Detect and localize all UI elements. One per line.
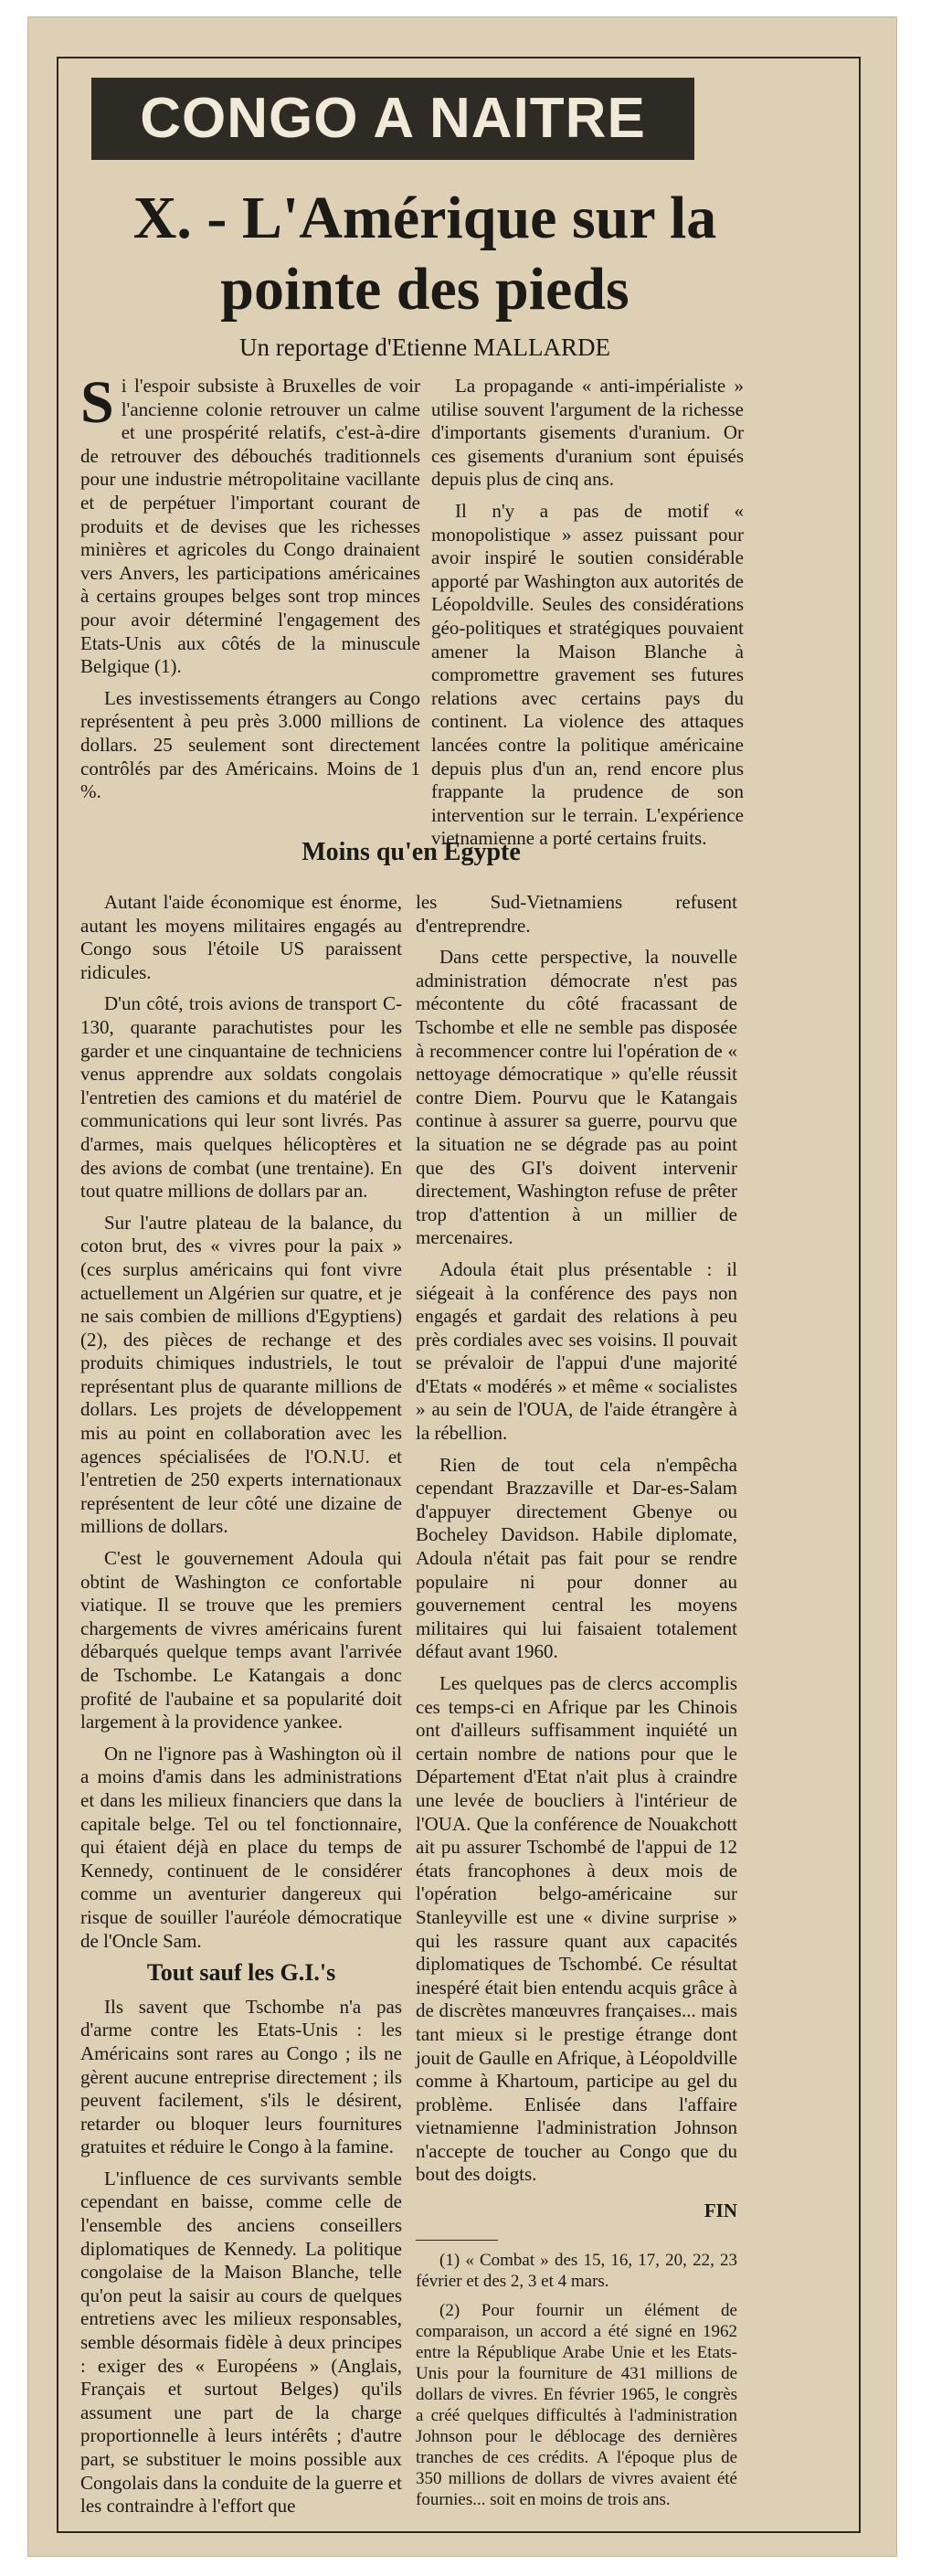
footnote-1: (1) « Combat » des 15, 16, 17, 20, 22, 23 février et des 2, 3 et 4 mars. (416, 2250, 737, 2291)
main-left-column (80, 891, 402, 2527)
paragraph: C'est le gouvernement Adoula qui obtint de Washington ce confortable viatique. Il se trouve que les premiers chargements de vivres américains furent débarqués quelque temps avant l'arrivée de Tschombe. Le Katangais a donc profité de l'aubaine et sa popularité doit largement à la providence yankee. (80, 1547, 402, 1733)
article-title: X. - L'Amérique sur la pointe des pieds (132, 185, 717, 323)
paragraph: Adoula était plus présentable : il siégeait à la conférence des pays non engagés et gardait des relations à peu près cordiales avec ses voisins. Il pouvait se prévaloir de l'appui d'une majorité d'Etats « modérés » et même « socialistes » au sein de l'OUA, de l'aide étrangère à la rébellion. (416, 1257, 737, 1445)
intro-right-column (431, 375, 744, 859)
paragraph: Les quelques pas de clercs accomplis ces temps-ci en Afrique par les Chinois ont d'ailleurs suffisamment inquiété un certain nombre de nations pour que le Département d'Etat n'ait plus à craindre une levée de boucliers à l'intérieur de l'OUA. Que la conférence de Nouakchott ait pu assurer Tschombé de l'appui de 12 états francophones à deux mois de l'opération belgo-américaine sur Stanleyville est une « divine surprise » qui les rassure quant aux capacités diplomatiques de Tschombé. Ce résultat inespéré était bien entendu acquis grâce à de discrètes manœuvres françaises... mais tant mieux si le prestige étrange dont jouit de Gaulle en Afrique, à Léopoldville comme à Khartoum, participe au gel du problème. Enlisée dans l'affaire vietnamienne l'administration Johnson n'accepte de toucher au Congo que du bout des doigts. (416, 1672, 737, 2186)
paragraph: Dans cette perspective, la nouvelle administration démocrate n'est pas mécontente du côté fracassant de Tschombe et elle ne semble pas disposée à recommencer contre lui l'opération de « nettoyage démocratique » qu'elle réussit contre Diem. Pourvu que le Katangais continue à assurer sa guerre, pourvu que la situation ne se dégrade pas au point que des GI's doivent intervenir directement, Washington refuse de prêter trop d'attention à un millier de mercenaires. (416, 946, 737, 1249)
footnote-2: (2) Pour fournir un élément de comparaison, un accord a été signé en 1962 entre la République Arabe Unie et les Etats-Unis pour la fourniture de 431 millions de dollars de vivres. En février 1965, le congrès a créé quelques difficultés à l'administration Johnson pour le déblocage des dernières tranches de ces crédits. A l'époque plus de 350 millions de dollars de vivres avaient été fournies... soit en moins de trois ans. (416, 2300, 737, 2509)
paragraph: Ils savent que Tschombe n'a pas d'arme contre les Etats-Unis : les Américains sont rares au Congo ; ils ne gèrent aucune entreprise directement ; ils peuvent facilement, s'ils le désirent, retarder ou bloquer leurs fournitures gratuites et réduire le Congo à la famine. (80, 1995, 402, 2158)
drop-cap: S (80, 369, 114, 436)
paragraph: L'influence de ces survivants semble cependant en baisse, comme celle de l'ensemble des anciens conseillers diplomatiques de Kennedy. La politique congolaise de la Maison Blanche, telle qu'on peut la saisir au cours de quelques entretiens avec les milieux responsables, semble désormais fidèle à deux principes : exiger des « Européens » (Anglais, Français et surtout Belges) qu'ils assument une part de la charge proportionnelle à leurs intérêts ; d'autre part, se substituer le moins possible aux Congolais dans la conduite de la guerre et les contraindre à l'effort que (80, 2167, 402, 2518)
paragraph: les Sud-Vietnamiens refusent d'entreprendre. (416, 891, 737, 937)
uranium-paragraph: La propagande « anti-impérialiste » utilise souvent l'argument de la richesse d'importants gisements d'uranium. Or ces gisements d'uranium sont épuisés depuis plus de cinq ans. (431, 375, 744, 491)
intro-paragraph-1 (80, 369, 420, 679)
main-right-column (416, 891, 737, 2518)
footnote-rule (416, 2240, 498, 2241)
intro-left-column (80, 369, 420, 812)
paragraph: Rien de tout cela n'empêcha cependant Brazzaville et Dar-es-Salam d'appuyer directement Gbenye ou Bocheley Davidson. Habile diplomate, Adoula n'était pas fait pour se rendre populaire ni pour donner au gouvernement central les moyens militaires qui lui faisaient totalement défaut avant 1960. (416, 1453, 737, 1663)
fin-marker: FIN (704, 2200, 737, 2222)
paragraph: D'un côté, trois avions de transport C-130, quarante parachutistes pour les garder et une cinquantaine de techniciens venus apprendre aux soldats congolais l'entretien des camions et du matériel de communications qui leur sont livrés. Pas d'armes, mais quelques hélicoptères et des avions de combat (une trentaine). En tout quatre millions de dollars par an. (80, 992, 402, 1203)
section-banner: CONGO A NAITRE (91, 78, 694, 160)
intro-text-1: i l'espoir subsiste à Bruxelles de voir l'ancienne colonie retrouver un calme et une prospérité relatifs, c'est-à-dire de retrouver des débouchés traditionnels pour une industrie métropolitaine vacillante et de perpétuer l'important courant de produits et de devises que les richesses minières et agricoles du Congo drainaient vers Anvers, les participations américaines à certains groupes belges sont trop minces pour avoir déterminé l'engagement des Etats-Unis aux côtés de la minuscule Belgique (1). (80, 375, 420, 678)
paragraph: On ne l'ignore pas à Washington où il a moins d'amis dans les administrations et dans les milieux financiers que dans la capitale belge. Tel ou tel fonctionnaire, qui étaient déjà en place du temps de Kennedy, continuent de le considérer comme un aventurier dangereux qui risque de souiller l'auréole démocratique de l'Oncle Sam. (80, 1742, 402, 1952)
byline: Un reportage d'Etienne MALLARDE (238, 334, 610, 361)
paragraph: Autant l'aide économique est énorme, autant les moyens militaires engagés au Congo sous l'étoile US paraissent ridicules. (80, 891, 402, 983)
intro-paragraph-2: Les investissements étrangers au Congo représentent à peu près 3.000 millions de dollars. 25 seulement sont directement contrôlés par des Américains. Moins de 1 %. (80, 686, 420, 803)
subhead-moins-qu-en-egypte: Moins qu'en Egypte (302, 838, 521, 866)
subhead-tout-sauf-les-gis: Tout sauf les G.I.'s (146, 1959, 336, 1987)
paragraph: Sur l'autre plateau de la balance, du coton brut, des « vivres pour la paix » (ces surplus américains qui font vivre actuellement un Algérien sur quatre, et je ne sais combien de millions d'Egyptiens) (2), des pièces de rechange et des produits chimiques industriels, le tout représentant plus de quarante millions de dollars. Les projets de développement mis au point en collaboration avec les agences spécialisées de l'O.N.U. et l'entretien de 250 experts internationaux représentent de leur côté une dizaine de millions de dollars. (80, 1211, 402, 1538)
footnotes (416, 2250, 737, 2510)
strategy-paragraph: Il n'y a pas de motif « monopolistique » assez puissant pour avoir inspiré le soutien considérable apporté par Washington aux autorités de Léopoldville. Seules des considérations géo-politiques et stratégiques pouvaient amener la Maison Blanche à compromettre gravement ses futures relations avec certains pays du continent. La violence des attaques lancées contre la politique américaine depuis plus d'un an, rend encore plus frappante la prudence de son intervention sur le terrain. L'expérience vietnamienne a porté certains fruits. (431, 499, 744, 850)
